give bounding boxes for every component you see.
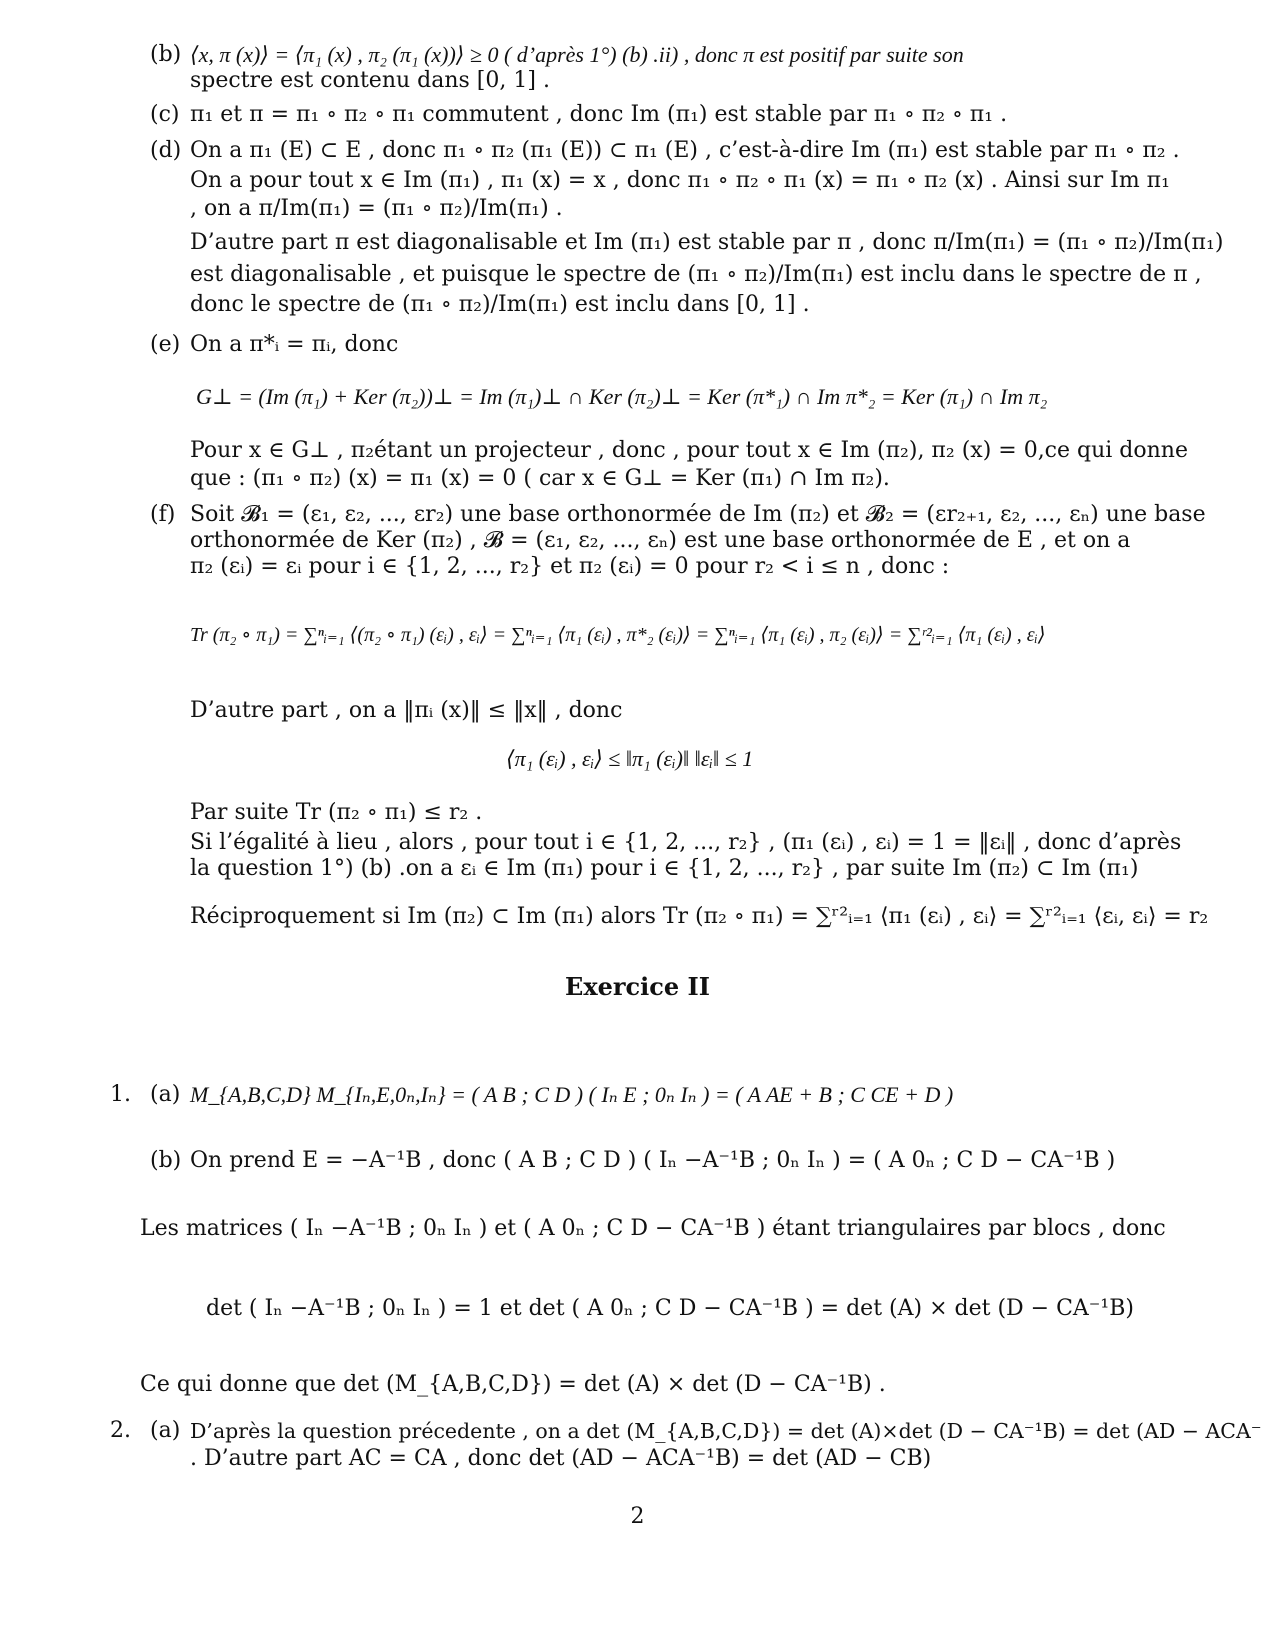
- item-d-line4: D’autre part π est diagonalisable et Im (π₁) est stable par π , donc π/Im(π₁) = (π₁ ∘ π₂)/Im(π₁): [190, 230, 1224, 255]
- item-d-line2: On a pour tout x ∈ Im (π₁) , π₁ (x) = x , donc π₁ ∘ π₂ ∘ π₁ (x) = π₁ ∘ π₂ (x) . Ainsi sur Im π₁: [190, 168, 1170, 193]
- question-number-2: 2.: [110, 1418, 131, 1443]
- item-b-line1: ⟨x, π (x)⟩ = ⟨π₁ (x) , π₂ (π₁ (x))⟩ ≥ 0 ( d’après 1°) (b) .ii) , donc π est positif par suite son: [190, 42, 964, 67]
- q1-a-formula: M_{A,B,C,D} M_{Iₙ,E,0ₙ,Iₙ} = ( A B ; C D ) ( Iₙ E ; 0ₙ Iₙ ) = ( A AE + B ; C CE + D ): [190, 1082, 954, 1107]
- q2-a-label: (a): [150, 1418, 181, 1443]
- item-f-line1: Soit 𝓑₁ = (ε₁, ε₂, ..., εr₂) une base orthonormée de Im (π₂) et 𝓑₂ = (εr₂₊₁, ε₂, ..., εₙ) une base: [190, 502, 1206, 527]
- question-number-1: 1.: [110, 1082, 131, 1107]
- item-f-formula2: ⟨π₁ (εᵢ) , εᵢ⟩ ≤ ‖π₁ (εᵢ)‖ ‖εᵢ‖ ≤ 1: [506, 746, 754, 771]
- item-b-line2: spectre est contenu dans [0, 1] .: [190, 68, 550, 93]
- q1-b-formula: On prend E = −A⁻¹B , donc ( A B ; C D ) ( Iₙ −A⁻¹B ; 0ₙ Iₙ ) = ( A 0ₙ ; C D − CA⁻¹B ): [190, 1148, 1116, 1173]
- item-f-formula1: Tr (π₂ ∘ π₁) = ∑ⁿᵢ₌₁ ⟨(π₂ ∘ π₁) (εᵢ) , εᵢ⟩ = ∑ⁿᵢ₌₁ ⟨π₁ (εᵢ) , π*₂ (εᵢ)⟩ = ∑ⁿᵢ₌₁ ⟨π₁ (εᵢ) , π₂ (εᵢ)⟩ = ∑ʳ²ᵢ₌₁ ⟨π₁ (εᵢ) , εᵢ⟩: [190, 624, 1046, 646]
- item-e-line1: On a π*ᵢ = πᵢ, donc: [190, 332, 399, 357]
- item-c-line1: π₁ et π = π₁ ∘ π₂ ∘ π₁ commutent , donc Im (π₁) est stable par π₁ ∘ π₂ ∘ π₁ .: [190, 102, 1008, 127]
- item-f-line5: Par suite Tr (π₂ ∘ π₁) ≤ r₂ .: [190, 800, 483, 825]
- section-title: Exercice II: [565, 972, 710, 1001]
- item-d-line3: , on a π/Im(π₁) = (π₁ ∘ π₂)/Im(π₁) .: [190, 196, 563, 221]
- item-label-e: (e): [150, 332, 181, 357]
- item-f-line7: la question 1°) (b) .on a εᵢ ∈ Im (π₁) pour i ∈ {1, 2, ..., r₂} , par suite Im (π₂) ⊂ Im (π₁): [190, 856, 1139, 881]
- item-e-formula: G⊥ = (Im (π₁) + Ker (π₂))⊥ = Im (π₁)⊥ ∩ Ker (π₂)⊥ = Ker (π*₁) ∩ Im π*₂ = Ker (π₁) ∩ Im π₂: [196, 384, 1048, 409]
- q1-matrices-line: Les matrices ( Iₙ −A⁻¹B ; 0ₙ Iₙ ) et ( A 0ₙ ; C D − CA⁻¹B ) étant triangulaires par blocs , donc: [140, 1216, 1166, 1241]
- q2-a-line1: D’après la question précedente , on a det (M_{A,B,C,D}) = det (A)×det (D − CA⁻¹B) = det (AD − ACA⁻: [190, 1419, 1262, 1443]
- item-f-line2: orthonormée de Ker (π₂) , 𝓑 = (ε₁, ε₂, ..., εₙ) est une base orthonormée de E , et on a: [190, 528, 1131, 553]
- q1-det-formula: det ( Iₙ −A⁻¹B ; 0ₙ Iₙ ) = 1 et det ( A 0ₙ ; C D − CA⁻¹B ) = det (A) × det (D − CA⁻¹B): [206, 1296, 1134, 1321]
- q1-conclusion: Ce qui donne que det (M_{A,B,C,D}) = det (A) × det (D − CA⁻¹B) .: [140, 1372, 886, 1397]
- item-label-c: (c): [150, 102, 180, 127]
- item-label-b: (b): [150, 42, 182, 67]
- item-e-line3: que : (π₁ ∘ π₂) (x) = π₁ (x) = 0 ( car x ∈ G⊥ = Ker (π₁) ∩ Im π₂).: [190, 466, 890, 491]
- item-d-line6: donc le spectre de (π₁ ∘ π₂)/Im(π₁) est inclu dans [0, 1] .: [190, 292, 810, 317]
- item-label-d: (d): [150, 138, 182, 163]
- page-number: 2: [630, 1504, 645, 1529]
- q2-a-line2: . D’autre part AC = CA , donc det (AD − ACA⁻¹B) = det (AD − CB): [190, 1446, 932, 1471]
- item-f-line6: Si l’égalité à lieu , alors , pour tout i ∈ {1, 2, ..., r₂} , (π₁ (εᵢ) , εᵢ) = 1 = ‖εᵢ‖ , donc d’après: [190, 830, 1182, 855]
- item-e-line2: Pour x ∈ G⊥ , π₂étant un projecteur , donc , pour tout x ∈ Im (π₂), π₂ (x) = 0,ce qui donne: [190, 438, 1188, 463]
- q1-a-label: (a): [150, 1082, 181, 1107]
- item-f-line3: π₂ (εᵢ) = εᵢ pour i ∈ {1, 2, ..., r₂} et π₂ (εᵢ) = 0 pour r₂ < i ≤ n , donc :: [190, 554, 950, 579]
- item-label-f: (f): [150, 502, 176, 527]
- item-f-line8: Réciproquement si Im (π₂) ⊂ Im (π₁) alors Tr (π₂ ∘ π₁) = ∑ʳ²ᵢ₌₁ ⟨π₁ (εᵢ) , εᵢ⟩ = ∑ʳ²ᵢ₌₁ ⟨εᵢ, εᵢ⟩ = r₂: [190, 904, 1209, 929]
- item-d-line1: On a π₁ (E) ⊂ E , donc π₁ ∘ π₂ (π₁ (E)) ⊂ π₁ (E) , c’est-à-dire Im (π₁) est stable par π₁ ∘ π₂ .: [190, 138, 1180, 163]
- item-f-line4: D’autre part , on a ‖πᵢ (x)‖ ≤ ‖x‖ , donc: [190, 698, 623, 723]
- q1-b-label: (b): [150, 1148, 182, 1173]
- item-d-line5: est diagonalisable , et puisque le spectre de (π₁ ∘ π₂)/Im(π₁) est inclu dans le spectre de π ,: [190, 262, 1202, 287]
